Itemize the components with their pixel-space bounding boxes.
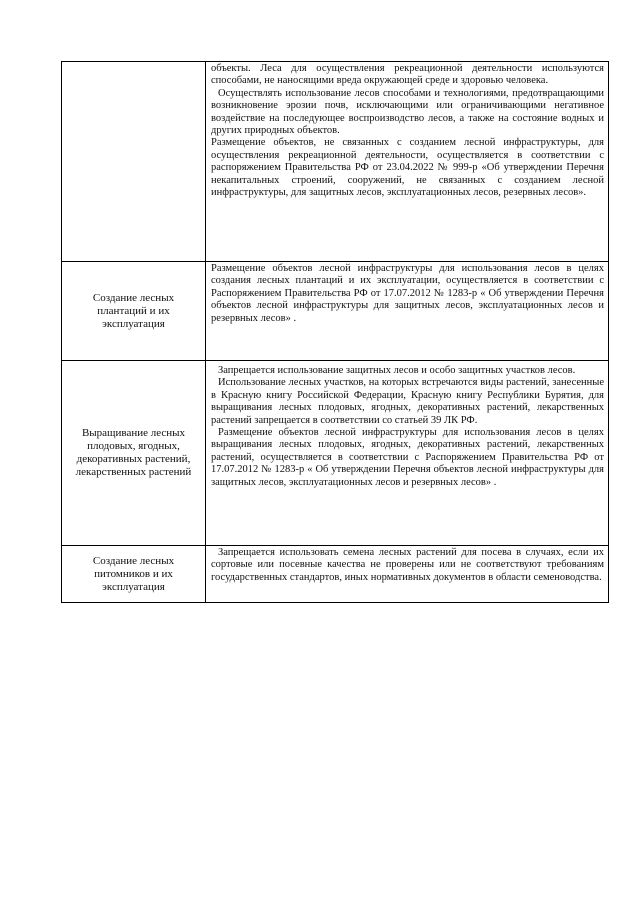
activity-name: Выращивание лесных плодовых, ягодных, декоративных растений, лекарственных растений — [75, 427, 192, 478]
activity-cell — [62, 546, 206, 603]
forest-use-table — [61, 61, 609, 603]
rules-cell — [206, 262, 609, 361]
rules-cell — [206, 546, 609, 603]
activity-name: Создание лесных питомников и их эксплуатация — [92, 554, 175, 593]
rule-paragraph: Размещение объектов, не связанных с созданием лесной инфраструктуры, для осуществления рекреационной деятельности, осуществляется в соответствии с распоряжением Правительства РФ от 23.04.2022 № 999-р «Об утверждении Перечня некапитальных строений, сооружений, не связанных с созданием лесной инфраструктуры, для защитных лесов, эксплуатационных лесов, резервных лесов». — [211, 137, 604, 199]
rule-paragraph: Запрещается использовать семена лесных растений для посева в случаях, если их сортовые или посевные качества не проверены или не соответствуют требованиям государственных стандартов, иных нормативных документов в области семеноводства. — [211, 547, 604, 583]
rules-cell — [206, 361, 609, 546]
rule-paragraph: Запрещается использование защитных лесов и особо защитных участков лесов. — [218, 365, 576, 376]
table-row — [62, 546, 609, 603]
table-row — [62, 361, 609, 546]
table-row — [62, 62, 609, 262]
rules-cell — [206, 62, 609, 262]
activity-name: Создание лесных плантаций и их эксплуатация — [92, 291, 175, 330]
table-row — [62, 262, 609, 361]
activity-cell — [62, 62, 206, 262]
activity-cell — [62, 361, 206, 546]
rule-paragraph: Осуществлять использование лесов способами и технологиями, предотвращающими возникновение эрозии почв, исключающими или ограничивающими негативное воздействие на последующее воспроизводство лесов, а также на состояние водных и других природных объектов. — [211, 87, 604, 137]
rule-paragraph: объекты. Леса для осуществления рекреационной деятельности используются способами, не наносящими вреда окружающей среде и здоровью человека. — [211, 63, 604, 87]
rule-paragraph: Размещение объектов лесной инфраструктуры для использования лесов в целях выращивания лесных плодовых, ягодных, декоративных растений, лекарственных растений, осуществляется в соответствии с Распоряжением Правительства РФ от 17.07.2012 № 1283-р « Об утверждении Перечня объектов лесной инфраструктуры для защитных лесов, эксплуатационных лесов и резервных лесов» . — [211, 427, 604, 488]
rule-paragraph: Использование лесных участков, на которых встречаются виды растений, занесенные в Красную книгу Российской Федерации, Красную книгу Республики Бурятия, для выращивания лесных плодовых, ягодных, декоративных растений, лекарственных растений запрещается в соответствии со статьей 39 ЛК РФ. — [211, 377, 604, 426]
activity-cell — [62, 262, 206, 361]
rule-paragraph: Размещение объектов лесной инфраструктуры для использования лесов в целях создания лесных плантаций и их эксплуатации, осуществляется в соответствии с Распоряжением Правительства РФ от 17.07.2012 № 1283-р « Об утверждении Перечня объектов лесной инфраструктуры для защитных лесов, эксплуатационных лесов и резервных лесов» . — [211, 263, 604, 324]
